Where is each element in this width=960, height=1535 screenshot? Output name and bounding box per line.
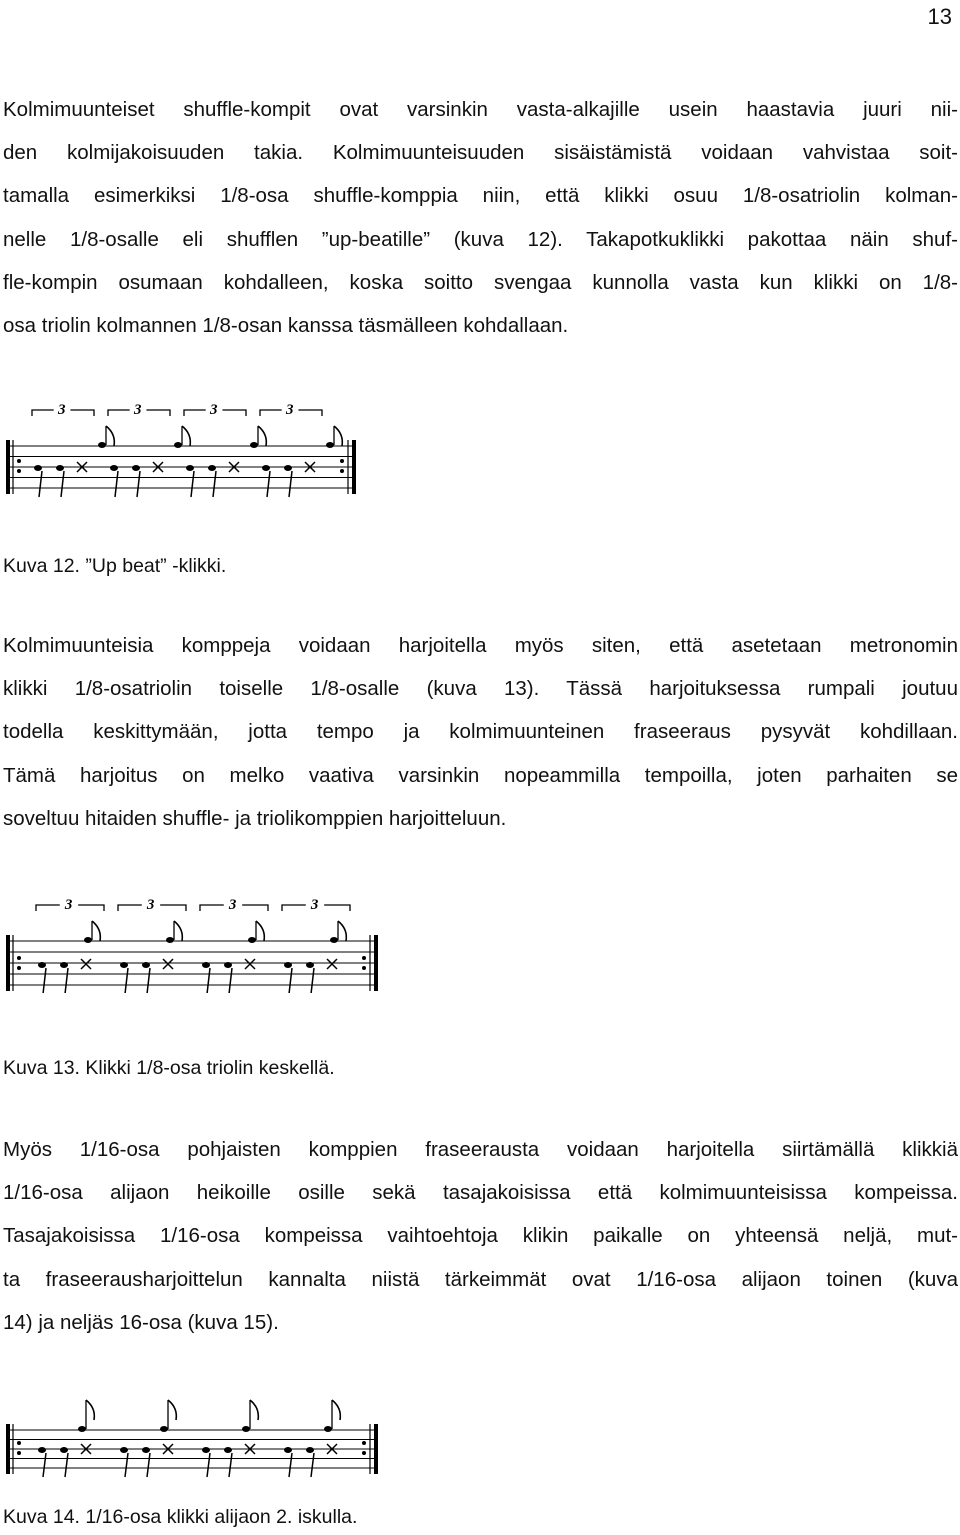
stem-tick	[137, 471, 140, 497]
drum-notation	[0, 1392, 390, 1482]
note-head	[56, 465, 64, 471]
figure-caption: Kuva 14. 1/16-osa klikki alijaon 2. iskulla.	[3, 1506, 358, 1528]
stem-tick	[125, 1453, 128, 1477]
stem-tick	[65, 1453, 68, 1477]
note-head	[60, 1447, 68, 1453]
note-head	[202, 1447, 210, 1453]
x-notehead	[81, 959, 91, 969]
text-line: Kolmimuunteiset shuffle-kompit ovat varsinkin vasta-alkajille usein haastavia juuri nii-	[3, 98, 958, 121]
repeat-dot	[17, 459, 21, 463]
tuplet-number: 3	[310, 897, 319, 913]
x-notehead	[245, 959, 255, 969]
body-paragraph	[3, 88, 958, 347]
click-note-head	[324, 1426, 332, 1432]
stem-tick	[125, 968, 128, 993]
tuplet-number: 3	[146, 897, 155, 913]
drum-notation	[0, 893, 390, 993]
note-head	[38, 1447, 46, 1453]
repeat-barline-thick	[6, 935, 10, 991]
click-flag	[106, 426, 114, 446]
note-head	[208, 465, 216, 471]
stem-tick	[267, 471, 270, 497]
click-note-head	[330, 937, 338, 943]
note-head	[132, 465, 140, 471]
repeat-dot	[362, 956, 366, 960]
click-note-head	[326, 442, 334, 448]
stem-tick	[213, 471, 216, 497]
stem-tick	[311, 968, 314, 993]
click-flag	[250, 1400, 258, 1420]
repeat-dot	[17, 1451, 21, 1455]
repeat-barline-thick	[374, 935, 378, 991]
note-head	[60, 962, 68, 968]
click-note-head	[250, 442, 258, 448]
repeat-barline-thick	[6, 440, 10, 494]
text-line: osa triolin kolmannen 1/8-osan kanssa täsmälleen kohdallaan.	[3, 314, 569, 338]
repeat-dot	[340, 469, 344, 473]
note-head	[224, 1447, 232, 1453]
repeat-barline-thick	[6, 1424, 10, 1474]
x-notehead	[163, 959, 173, 969]
text-line: tamalla esimerkiksi 1/8-osa shuffle-komppia niin, että klikki osuu 1/8-osatriolin kolman-	[3, 184, 958, 208]
repeat-dot	[17, 966, 21, 970]
click-flag	[338, 921, 346, 941]
repeat-dot	[17, 469, 21, 473]
stem-tick	[289, 1453, 292, 1477]
figure-14-notation	[0, 1392, 390, 1482]
tuplet-number: 3	[134, 402, 142, 418]
stem-tick	[289, 471, 292, 497]
figure-12-notation	[0, 398, 370, 503]
click-flag	[86, 1400, 94, 1420]
stem-tick	[43, 1453, 46, 1477]
repeat-dot	[362, 1451, 366, 1455]
repeat-barline-thick	[352, 440, 356, 494]
x-notehead	[327, 959, 337, 969]
note-head	[262, 465, 270, 471]
text-line: 1/16-osa alijaon heikoille osille sekä tasajakoisissa että kolmimuunteisissa kompeissa.	[3, 1181, 958, 1205]
stem-tick	[147, 1453, 150, 1477]
repeat-barline-thick	[374, 1424, 378, 1474]
tuplet-number: 3	[228, 897, 237, 913]
click-flag	[174, 921, 182, 941]
click-flag	[256, 921, 264, 941]
figure-caption: Kuva 12. ”Up beat” -klikki.	[3, 555, 227, 577]
click-note-head	[78, 1426, 86, 1432]
text-line: Tämä harjoitus on melko vaativa varsinkin nopeammilla tempoilla, joten parhaiten se	[3, 763, 958, 787]
click-flag	[92, 921, 100, 941]
note-head	[120, 1447, 128, 1453]
note-head	[224, 962, 232, 968]
click-note-head	[84, 937, 92, 943]
repeat-dot	[340, 459, 344, 463]
body-paragraph	[3, 624, 958, 840]
note-head	[284, 962, 292, 968]
stem-tick	[65, 968, 68, 993]
note-head	[142, 962, 150, 968]
stem-tick	[61, 471, 64, 497]
stem-tick	[289, 968, 292, 993]
stem-tick	[229, 1453, 232, 1477]
note-head	[306, 1447, 314, 1453]
text-line: ta fraseerausharjoittelun kannalta niistä tärkeimmät ovat 1/16-osa alijaon toinen (kuva	[3, 1267, 958, 1291]
click-note-head	[160, 1426, 168, 1432]
note-head	[142, 1447, 150, 1453]
tuplet-number: 3	[58, 402, 66, 418]
text-line: Myös 1/16-osa pohjaisten komppien fraseerausta voidaan harjoitella siirtämällä klikkiä	[3, 1138, 958, 1161]
stem-tick	[39, 471, 42, 497]
text-line: nelle 1/8-osalle eli shufflen ”up-beatille” (kuva 12). Takapotkuklikki pakottaa näin shuf-	[3, 227, 958, 251]
tuplet-number: 3	[286, 402, 294, 418]
tuplet-number: 3	[64, 897, 73, 913]
stem-tick	[43, 968, 46, 993]
text-line: Kolmimuunteisia komppeja voidaan harjoitella myös siten, että asetetaan metronomin	[3, 634, 958, 657]
text-line: 14) ja neljäs 16-osa (kuva 15).	[3, 1310, 279, 1334]
click-note-head	[248, 937, 256, 943]
repeat-dot	[17, 956, 21, 960]
stem-tick	[207, 1453, 210, 1477]
page-number: 13	[927, 4, 952, 29]
click-note-head	[174, 442, 182, 448]
click-note-head	[166, 937, 174, 943]
note-head	[202, 962, 210, 968]
click-flag	[258, 426, 266, 446]
figure-13-notation	[0, 893, 390, 993]
note-head	[284, 1447, 292, 1453]
click-flag	[334, 426, 342, 446]
click-note-head	[98, 442, 106, 448]
stem-tick	[191, 471, 194, 497]
text-line: fle-kompin osumaan kohdalleen, koska soitto svengaa kunnolla vasta kun klikki on 1/8-	[3, 270, 958, 294]
text-line: Tasajakoisissa 1/16-osa kompeissa vaihtoehtoja klikin paikalle on yhteensä neljä, mut-	[3, 1224, 958, 1248]
repeat-dot	[362, 1441, 366, 1445]
stem-tick	[115, 471, 118, 497]
text-line: todella keskittymään, jotta tempo ja kolmimuunteinen fraseeraus pysyvät kohdillaan.	[3, 720, 958, 744]
click-flag	[332, 1400, 340, 1420]
click-note-head	[242, 1426, 250, 1432]
text-line: klikki 1/8-osatriolin toiselle 1/8-osalle (kuva 13). Tässä harjoituksessa rumpali joutuu	[3, 677, 958, 701]
body-paragraph	[3, 1128, 958, 1344]
repeat-dot	[17, 1441, 21, 1445]
note-head	[186, 465, 194, 471]
click-flag	[182, 426, 190, 446]
note-head	[34, 465, 42, 471]
note-head	[306, 962, 314, 968]
figure-caption: Kuva 13. Klikki 1/8-osa triolin keskellä.	[3, 1057, 335, 1079]
stem-tick	[311, 1453, 314, 1477]
note-head	[284, 465, 292, 471]
text-line: den kolmijakoisuuden takia. Kolmimuunteisuuden sisäistämistä voidaan vahvistaa soit-	[3, 141, 958, 165]
stem-tick	[147, 968, 150, 993]
drum-notation	[0, 398, 370, 503]
click-flag	[168, 1400, 176, 1420]
tuplet-number: 3	[210, 402, 218, 418]
note-head	[38, 962, 46, 968]
repeat-dot	[362, 966, 366, 970]
stem-tick	[229, 968, 232, 993]
text-line: soveltuu hitaiden shuffle- ja triolikomppien harjoitteluun.	[3, 806, 507, 830]
note-head	[120, 962, 128, 968]
stem-tick	[207, 968, 210, 993]
note-head	[110, 465, 118, 471]
